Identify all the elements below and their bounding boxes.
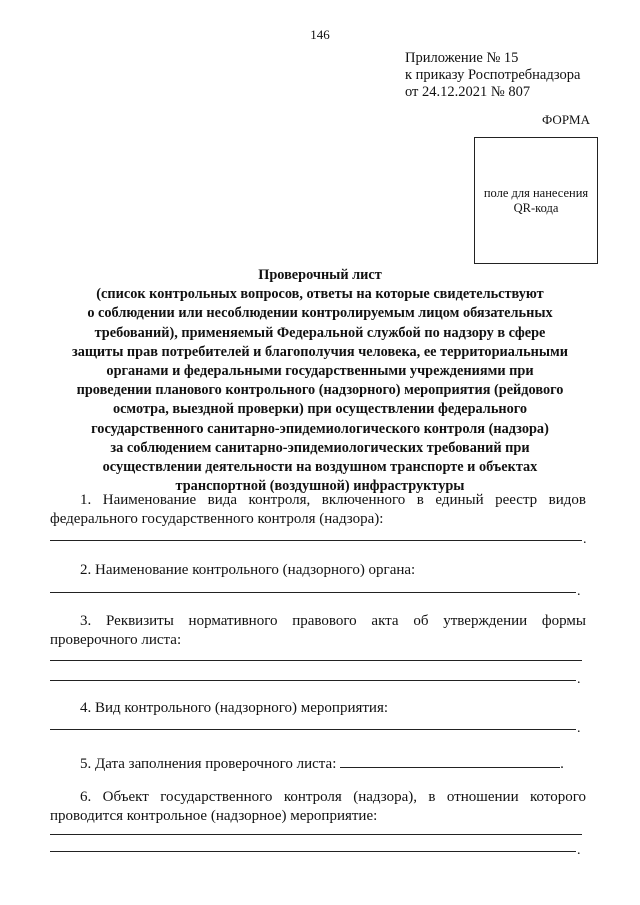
qr-field-label-line1: поле для нанесения bbox=[483, 185, 589, 200]
title-line: транспортной (воздушной) инфраструктуры bbox=[175, 478, 465, 495]
title-line: требований), применяемый Федеральной службой по надзору в сфере bbox=[94, 324, 546, 341]
line-end-dot: . bbox=[560, 756, 564, 772]
fill-line bbox=[50, 592, 576, 593]
item-control-object-text: 6. Объект государственного контроля (надзора), в отношении которого проводится контрольное (надзорное) мероприятие: bbox=[50, 789, 586, 824]
form-label: ФОРМА bbox=[542, 112, 590, 127]
title-line: о соблюдении или несоблюдении контролируемым лицом обязательных bbox=[87, 305, 553, 322]
item-event-type-text: 4. Вид контрольного (надзорного) мероприятия: bbox=[80, 700, 389, 716]
title-line: органами и федеральными государственными учреждениями при bbox=[106, 363, 534, 380]
fill-line bbox=[50, 834, 582, 835]
title-heading: Проверочный лист bbox=[258, 267, 382, 283]
appendix-block bbox=[405, 50, 580, 101]
document-title bbox=[60, 266, 580, 496]
title-line: за соблюдением санитарно-эпидемиологических требований при bbox=[110, 439, 530, 456]
item-control-type-text: 1. Наименование вида контроля, включенного в единый реестр видов федерального государственного контроля (надзора): bbox=[50, 492, 586, 527]
date-fill-line bbox=[340, 753, 560, 768]
item-fill-date bbox=[50, 753, 586, 774]
qr-code-field bbox=[474, 137, 598, 264]
appendix-date: от 24.12.2021 № 807 bbox=[405, 84, 531, 100]
item-control-object bbox=[50, 788, 586, 826]
item-control-body-text: 2. Наименование контрольного (надзорного) органа: bbox=[80, 562, 416, 578]
fill-line bbox=[50, 540, 582, 541]
title-line: проведении планового контрольного (надзорного) мероприятия (рейдового bbox=[76, 382, 564, 399]
item-legal-act bbox=[50, 612, 586, 650]
fill-line bbox=[50, 729, 576, 730]
item-control-body bbox=[50, 561, 586, 580]
fill-line bbox=[50, 680, 576, 681]
qr-field-label-line2: QR-кода bbox=[513, 200, 559, 215]
item-control-type bbox=[50, 491, 586, 529]
title-line: государственного санитарно-эпидемиологического контроля (надзора) bbox=[91, 420, 549, 437]
fill-line bbox=[50, 660, 582, 661]
title-line: защиты прав потребителей и благополучия человека, ее территориальными bbox=[71, 343, 569, 360]
item-legal-act-text: 3. Реквизиты нормативного правового акта об утверждении формы проверочного листа: bbox=[50, 613, 586, 648]
title-line: осмотра, выездной проверки) при осуществлении федерального bbox=[112, 401, 528, 418]
appendix-number: Приложение № 15 bbox=[405, 50, 519, 66]
line-end-dot: . bbox=[577, 584, 581, 599]
page-number: 146 bbox=[310, 27, 330, 42]
line-end-dot: . bbox=[577, 721, 581, 736]
appendix-order: к приказу Роспотребнадзора bbox=[405, 67, 581, 83]
line-end-dot: . bbox=[577, 672, 581, 687]
item-event-type bbox=[50, 699, 586, 718]
line-end-dot: . bbox=[577, 843, 581, 858]
fill-line bbox=[50, 851, 576, 852]
title-line: (список контрольных вопросов, ответы на которые свидетельствуют bbox=[96, 286, 544, 303]
line-end-dot: . bbox=[583, 532, 587, 547]
item-fill-date-text: 5. Дата заполнения проверочного листа: bbox=[80, 756, 337, 772]
title-line: осуществлении деятельности на воздушном транспорте и объектах bbox=[102, 459, 538, 476]
